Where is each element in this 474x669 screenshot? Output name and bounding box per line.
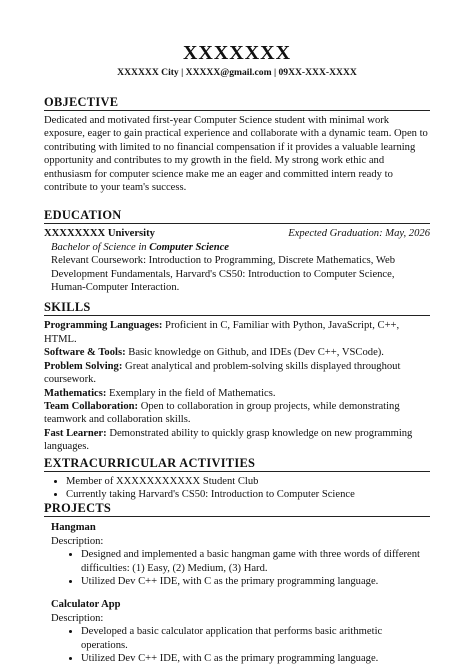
section-title-extracurricular: EXTRACURRICULAR ACTIVITIES — [44, 456, 430, 472]
list-item: • Currently taking Harvard's CS50: Introduction to Computer Science — [66, 488, 430, 501]
candidate-name: XXXXXXX — [182, 42, 292, 64]
skill-item — [44, 400, 430, 427]
skill-item — [44, 387, 430, 400]
skill-item — [44, 360, 430, 387]
degree — [44, 241, 430, 254]
skill-label: Team Collaboration: — [44, 400, 139, 412]
skill-text: Open to collaboration in group projects, while demonstrating teamwork and collaboration skills. — [44, 400, 400, 426]
skill-label: Mathematics: — [44, 387, 107, 399]
projects-section — [44, 501, 430, 665]
project-entry — [44, 598, 430, 665]
project-bullets — [51, 625, 430, 665]
education-header-row — [44, 227, 430, 240]
objective-section — [44, 95, 430, 194]
list-item: • Utilized Dev C++ IDE, with C as the primary programming language. — [81, 575, 430, 588]
skill-label: Problem Solving: — [44, 360, 123, 372]
degree-field: Computer Science — [149, 241, 230, 253]
project-name: Calculator App — [51, 599, 121, 611]
extracurricular-section — [44, 456, 430, 502]
list-item: • Utilized Dev C++ IDE, with C as the primary programming language. — [81, 652, 430, 665]
project-entry — [44, 521, 430, 588]
list-item: • Member of XXXXXXXXXXX Student Club — [66, 475, 430, 488]
skill-item — [44, 319, 430, 346]
skill-text: Demonstrated ability to quickly grasp knowledge on new programming languages. — [44, 427, 413, 453]
skill-item — [44, 346, 430, 359]
project-description-label: Description: — [51, 535, 104, 547]
project-bullets — [51, 548, 430, 588]
section-title-projects: PROJECTS — [44, 501, 430, 517]
skills-section — [44, 300, 430, 453]
skill-text: Great analytical and problem-solving skills displayed throughout coursework. — [44, 360, 401, 386]
project-name: Hangman — [51, 522, 96, 534]
project-description-label: Description: — [51, 612, 104, 624]
section-title-skills: SKILLS — [44, 300, 430, 316]
university-name: XXXXXXXX University — [44, 228, 155, 240]
objective-text: Dedicated and motivated first-year Computer Science student with minimal work exposure, eager to gain practical experience and collaborate with a dynamic team. Open to contributing with limited to no financial compensation if it provides a valuable learning opportunity and contributes to my growth in the field. My strong work ethic and enthusiasm for computer science make me an eager and committed intern ready to contribute to your team's success. — [44, 115, 428, 194]
coursework: Relevant Coursework: Introduction to Programming, Discrete Mathematics, Web Development Fundamentals, Harvard's CS50: Introduction to Computer Science, Human-Computer Interaction. — [51, 255, 396, 294]
list-item: • Developed a basic calculator application that performs basic arithmetic operations. — [81, 625, 430, 652]
skill-text: Exemplary in the field of Mathematics. — [106, 387, 276, 399]
contact-line: XXXXXX City | XXXXX@gmail.com | 09XX-XXX-XXXX — [117, 67, 357, 78]
extracurricular-list — [44, 475, 430, 502]
education-section — [44, 208, 430, 294]
skill-text: Proficient in C, Familiar with Python, JavaScript, C++, HTML. — [44, 320, 400, 345]
skill-label: Software & Tools: — [44, 347, 126, 359]
degree-prefix: Bachelor of Science in — [51, 241, 150, 253]
skill-text: Basic knowledge on Github, and IDEs (Dev C++, VSCode). — [125, 347, 384, 359]
skill-label: Programming Languages: — [44, 320, 163, 332]
skill-item — [44, 427, 430, 454]
section-title-objective: OBJECTIVE — [44, 95, 430, 111]
skill-label: Fast Learner: — [44, 427, 107, 439]
section-title-education: EDUCATION — [44, 208, 430, 224]
graduation-date: Expected Graduation: May, 2026 — [288, 228, 430, 240]
list-item: • Designed and implemented a basic hangman game with three words of different difficulties: (1) Easy, (2) Medium, (3) Hard. — [81, 548, 430, 575]
